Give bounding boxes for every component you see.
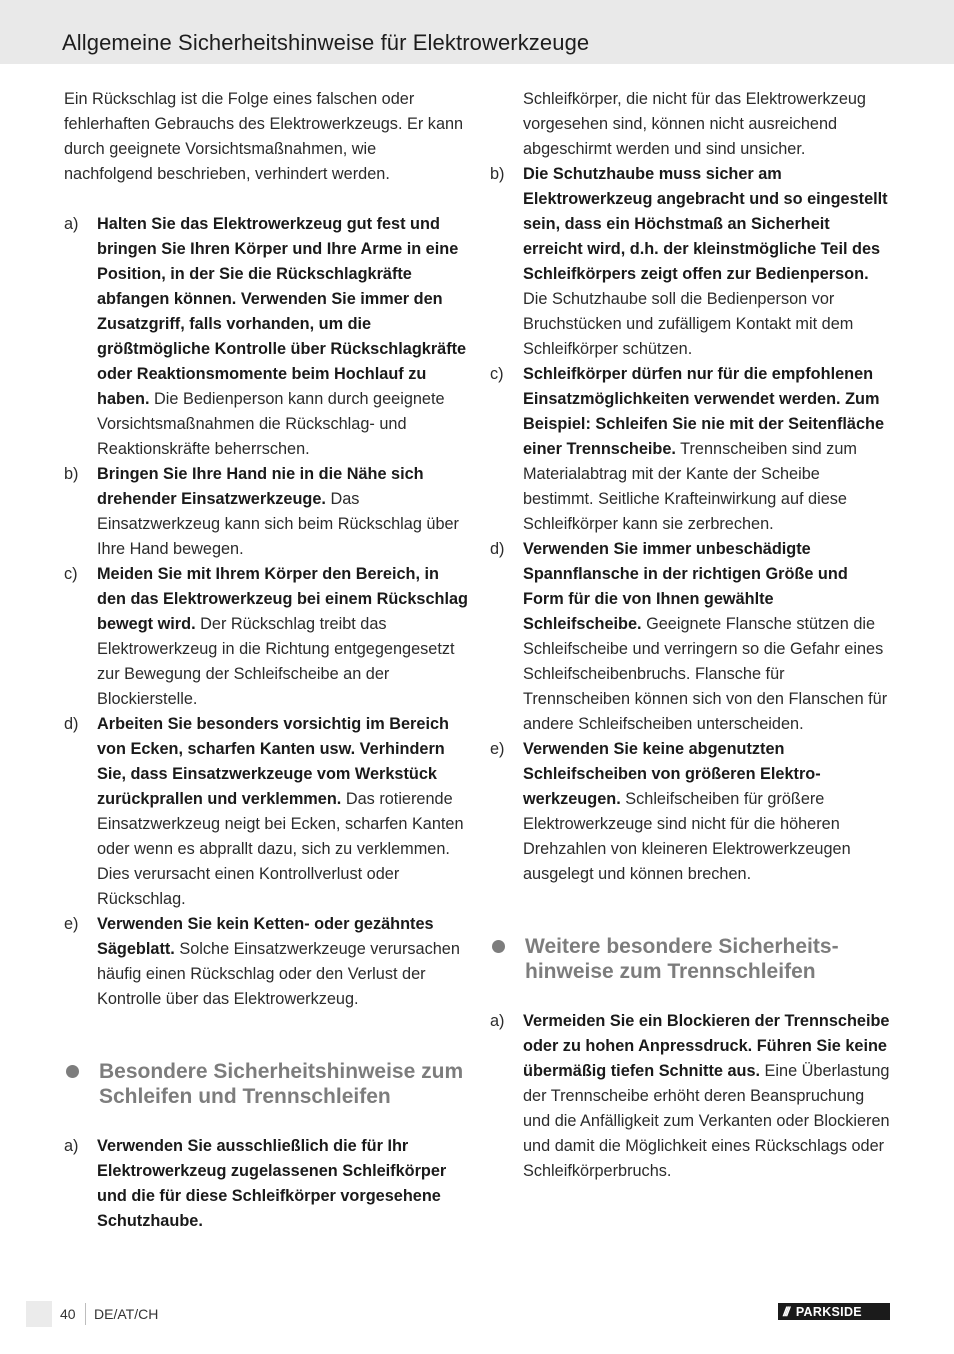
item-continuation: Schleifkörper, die nicht für das Elektrowerkzeug vorgesehen sind, können nicht ausreichend abgeschirmt werden und sind unsicher. [523, 90, 866, 158]
item-bold-text: Die Schutzhaube muss sicher am Elektrowerkzeug angebracht und so eingestellt sein, dass ein Höchstmaß an Sicherheit erreicht wird, d.h. der kleinstmögliche Teil des Schleifkörpers zeigt offen zur Bedienperson. [523, 165, 888, 283]
item-label: e) [64, 915, 79, 933]
item-text: Die Bedienperson kann durch geeignete Vorsichtsmaßnahmen die Rückschlag- und Reaktionskräfte beherrschen. [97, 390, 445, 458]
item-label: e) [490, 740, 505, 758]
item-body [97, 712, 469, 912]
list-item [490, 362, 892, 537]
item-text: Der Rückschlag treibt das Elektrowerkzeug in die Richtung entgegengesetzt zur Bewegung der Schleifscheibe an der Blockierstelle. [97, 615, 455, 708]
footer-divider [85, 1303, 86, 1325]
item-bold-text: Meiden Sie mit Ihrem Körper den Bereich, in den das Elektrowerkzeug bei einem Rückschlag bewegt wird. [97, 565, 468, 633]
item-text: Trennscheiben sind zum Materialabtrag mit der Kante der Scheibe bestimmt. Seitliche Krafteinwirkung auf diese Schleifkörper kann sie zerbrechen. [523, 440, 857, 533]
item-body [523, 737, 892, 887]
footer-page-box [26, 1301, 52, 1327]
item-text: Solche Einsatzwerkzeuge verursachen häufig einen Rückschlag oder den Verlust der Kontrolle über das Elektrowerkzeug. [97, 940, 460, 1008]
list-item [64, 1134, 469, 1234]
brand-name: PARKSIDE [795, 1304, 862, 1319]
section-heading [490, 934, 892, 984]
country-codes: DE/AT/CH [94, 1306, 159, 1322]
item-text: Eine Überlastung der Trennscheibe erhöht deren Beanspruchung und die Anfälligkeit zum Verkanten oder Blockieren und damit die Möglichkeit eines Rückschlags oder Schleifkörperbruchs. [523, 1062, 890, 1180]
list-item [490, 1009, 892, 1184]
item-bold-text: Verwenden Sie immer unbeschädigte Spannflansche in der richtigen Größe und Form für die von Ihnen gewählte Schleifscheibe. [523, 540, 848, 633]
item-text: Das Einsatzwerkzeug kann sich beim Rückschlag über Ihre Hand bewegen. [97, 490, 459, 558]
item-bold-text: Bringen Sie Ihre Hand nie in die Nähe sich drehender Einsatzwerkzeuge. [97, 465, 424, 508]
item-body [523, 537, 892, 737]
item-bold-text: Verwenden Sie ausschließlich die für Ihr Elektrowerkzeug zugelassenen Schleifkörper und die für diese Schleifkörper vorgesehene Schutzhaube. [97, 1137, 447, 1230]
list-item [64, 912, 469, 1012]
list-item [64, 712, 469, 912]
item-bold-text: Vermeiden Sie ein Blockieren der Trennscheibe oder zu hohen Anpressdruck. Führen Sie keine übermäßig tiefen Schnitte aus. [523, 1012, 890, 1080]
item-body [523, 1009, 892, 1184]
item-body [97, 462, 469, 562]
item-text: Schleifscheiben für größere Elektrowerkzeuge sind nicht für die höheren Drehzahlen von kleineren Elektrowerkzeugen ausgelegt und können brechen. [523, 790, 851, 883]
item-bold-text: Schleifkörper dürfen nur für die empfohlenen Einsatzmöglichkeiten verwendet werden. Zum Beispiel: Schleifen Sie nie mit der Seitenfläche einer Trennscheibe. [523, 365, 885, 458]
section-heading-text: Weitere besondere Sicherheitshinweise zum Trennschleifen [525, 935, 839, 983]
item-body [523, 162, 892, 362]
item-label: c) [64, 565, 78, 583]
item-label: b) [64, 465, 79, 483]
item-label: a) [64, 215, 79, 233]
item-label: c) [490, 365, 504, 383]
item-bold-text: Verwenden Sie kein Ketten- oder gezähntes Sägeblatt. [97, 915, 434, 958]
section-heading-text: Besondere Sicherheitshinweise zum Schleifen und Trennschleifen [99, 1060, 464, 1108]
item-label: d) [64, 715, 79, 733]
item-body [523, 362, 892, 537]
item-text: Das rotierende Einsatzwerkzeug neigt bei Ecken, scharfen Kanten oder wenn es abprallt dazu, sich zu verklemmen. Dies verursacht einen Kontrollverlust oder Rückschlag. [97, 790, 464, 908]
intro-paragraph: Ein Rückschlag ist die Folge eines falschen oder fehlerhaften Gebrauchs des Elektrowerkzeugs. Er kann durch geeignete Vorsichtsmaßnahmen, wie nachfolgend beschrieben, verhindert werden. [64, 90, 464, 183]
section-heading [64, 1059, 469, 1109]
list-item [490, 162, 892, 362]
list-item [64, 562, 469, 712]
item-text: Geeignete Flansche stützen die Schleifscheibe und verringern so die Gefahr eines Schleifscheibenbruchs. Flansche für Trennscheiben können sich von den Flanschen für andere Schleifscheiben unterscheiden. [523, 615, 888, 733]
item-label: d) [490, 540, 505, 558]
list-item [490, 737, 892, 887]
item-body [97, 1134, 469, 1234]
item-label: a) [490, 1012, 505, 1030]
item-body [97, 912, 469, 1012]
item-body [97, 562, 469, 712]
item-bold-text: Halten Sie das Elektrowerkzeug gut fest und bringen Sie Ihren Körper und Ihre Arme in eine Position, in der Sie die Rückschlagkräfte abfangen können. Verwenden Sie immer den Zusatzgriff, falls vorhanden, um die größtmögliche Kontrolle über Rückschlagkräfte oder Reaktionsmomente beim Hochlauf zu haben. [97, 215, 467, 408]
list-item [490, 87, 892, 162]
item-bold-text: Arbeiten Sie besonders vorsichtig im Bereich von Ecken, scharfen Kanten usw. Verhindern Sie, dass Einsatzwerkzeuge vom Werkstück zurückprallen und verklemmen. [97, 715, 449, 808]
parkside-logo [778, 1303, 890, 1320]
bullet-icon [66, 1065, 79, 1078]
right-column [490, 87, 892, 1184]
item-bold-text: Verwenden Sie keine abgenutzten Schleifscheiben von größeren Elektrowerkzeugen. [523, 740, 821, 808]
left-column [64, 87, 469, 1234]
page-title: Allgemeine Sicherheitshinweise für Elektrowerkzeuge [62, 30, 590, 55]
item-label: b) [490, 165, 505, 183]
item-label: a) [64, 1137, 79, 1155]
list-item [64, 462, 469, 562]
header-band [0, 0, 954, 64]
list-item [64, 212, 469, 462]
list-item [490, 537, 892, 737]
bullet-icon [492, 940, 505, 953]
item-body [97, 212, 469, 462]
page-number: 40 [60, 1306, 76, 1322]
item-text: Die Schutzhaube soll die Bedienperson vor Bruchstücken und zufälligem Kontakt mit dem Schleifkörper schützen. [523, 290, 854, 358]
logo-stripes-icon: /// [783, 1304, 788, 1319]
